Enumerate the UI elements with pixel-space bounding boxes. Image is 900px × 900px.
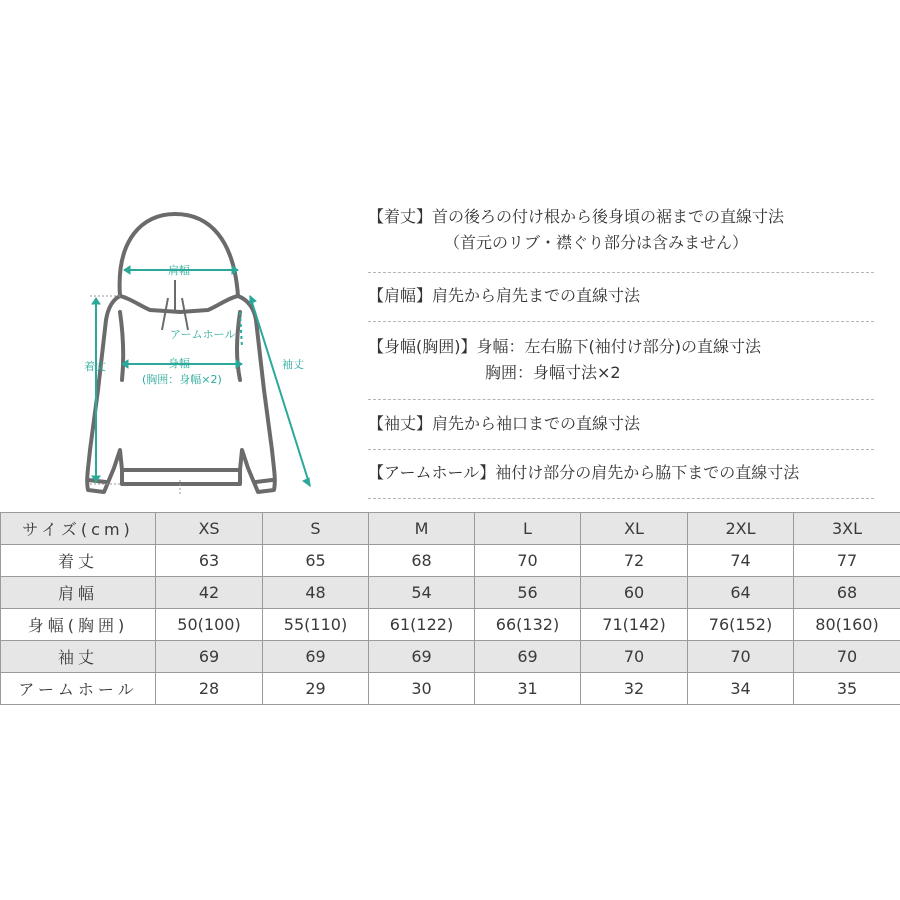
row-label: 身幅(胸囲) — [1, 609, 156, 641]
header-cell: S — [263, 513, 369, 545]
table-row — [1, 545, 900, 577]
table-cell: 70 — [688, 641, 794, 673]
table-cell: 66(132) — [475, 609, 581, 641]
divider — [368, 498, 874, 499]
note-sleeve-text: 【袖丈】肩先から袖口までの直線寸法 — [368, 414, 641, 433]
header-cell: 3XL — [794, 513, 900, 545]
divider — [368, 449, 874, 450]
armhole-label: アームホール — [170, 328, 236, 341]
table-cell: 32 — [581, 673, 688, 705]
table-cell: 69 — [475, 641, 581, 673]
table-cell: 68 — [794, 577, 900, 609]
table-cell: 70 — [794, 641, 900, 673]
header-cell: 2XL — [688, 513, 794, 545]
table-cell: 30 — [369, 673, 475, 705]
sleeve-label: 袖丈 — [282, 358, 304, 371]
row-label: 袖丈 — [1, 641, 156, 673]
table-cell: 63 — [156, 545, 263, 577]
row-label: アームホール — [1, 673, 156, 705]
table-cell: 54 — [369, 577, 475, 609]
table-cell: 70 — [475, 545, 581, 577]
size-table — [0, 512, 900, 705]
note-body-width-sub: 胸囲：身幅寸法×2 — [485, 363, 621, 382]
header-cell: XL — [581, 513, 688, 545]
table-cell: 42 — [156, 577, 263, 609]
header-cell: L — [475, 513, 581, 545]
table-cell: 34 — [688, 673, 794, 705]
table-cell: 28 — [156, 673, 263, 705]
body-width-label: 身幅 — [168, 357, 190, 370]
table-cell: 69 — [369, 641, 475, 673]
table-cell: 71(142) — [581, 609, 688, 641]
note-shoulder-text: 【肩幅】肩先から肩先までの直線寸法 — [368, 286, 641, 305]
table-header-row — [1, 513, 900, 545]
length-label: 着丈 — [84, 360, 106, 373]
table-row — [1, 673, 900, 705]
note-armhole-text: 【アームホール】袖付け部分の肩先から脇下までの直線寸法 — [368, 463, 800, 482]
shoulder-label: 肩幅 — [168, 264, 190, 277]
table-cell: 29 — [263, 673, 369, 705]
table-cell: 69 — [263, 641, 369, 673]
table-cell: 72 — [581, 545, 688, 577]
note-body-width-text: 【身幅(胸囲)】身幅：左右脇下(袖付け部分)の直線寸法 — [368, 337, 761, 356]
note-body-width — [368, 334, 874, 386]
table-cell: 76(152) — [688, 609, 794, 641]
row-label: 着丈 — [1, 545, 156, 577]
table-cell: 70 — [581, 641, 688, 673]
table-cell: 55(110) — [263, 609, 369, 641]
table-cell: 60 — [581, 577, 688, 609]
hoodie-outline-icon — [50, 200, 350, 500]
table-cell: 61(122) — [369, 609, 475, 641]
divider — [368, 272, 874, 273]
table-row — [1, 641, 900, 673]
table-row — [1, 609, 900, 641]
chest-formula-label: (胸囲：身幅×2) — [142, 373, 222, 386]
divider — [368, 399, 874, 400]
table-cell: 64 — [688, 577, 794, 609]
hoodie-measurement-diagram — [50, 200, 350, 500]
table-cell: 80(160) — [794, 609, 900, 641]
table-cell: 31 — [475, 673, 581, 705]
note-length-sub: （首元のリブ・襟ぐり部分は含みません） — [444, 233, 749, 252]
note-armhole — [368, 460, 874, 486]
divider — [368, 321, 874, 322]
table-row — [1, 577, 900, 609]
table-cell: 56 — [475, 577, 581, 609]
table-cell: 48 — [263, 577, 369, 609]
table-cell: 69 — [156, 641, 263, 673]
table-cell: 74 — [688, 545, 794, 577]
table-cell: 65 — [263, 545, 369, 577]
table-cell: 35 — [794, 673, 900, 705]
note-length — [368, 204, 874, 256]
note-length-text: 【着丈】首の後ろの付け根から後身頃の裾までの直線寸法 — [368, 207, 785, 226]
header-cell: XS — [156, 513, 263, 545]
note-shoulder — [368, 283, 874, 309]
row-label: 肩幅 — [1, 577, 156, 609]
table-cell: 77 — [794, 545, 900, 577]
table-cell: 68 — [369, 545, 475, 577]
header-cell: サイズ(cm) — [1, 513, 156, 545]
header-cell: M — [369, 513, 475, 545]
note-sleeve — [368, 411, 874, 437]
table-cell: 50(100) — [156, 609, 263, 641]
